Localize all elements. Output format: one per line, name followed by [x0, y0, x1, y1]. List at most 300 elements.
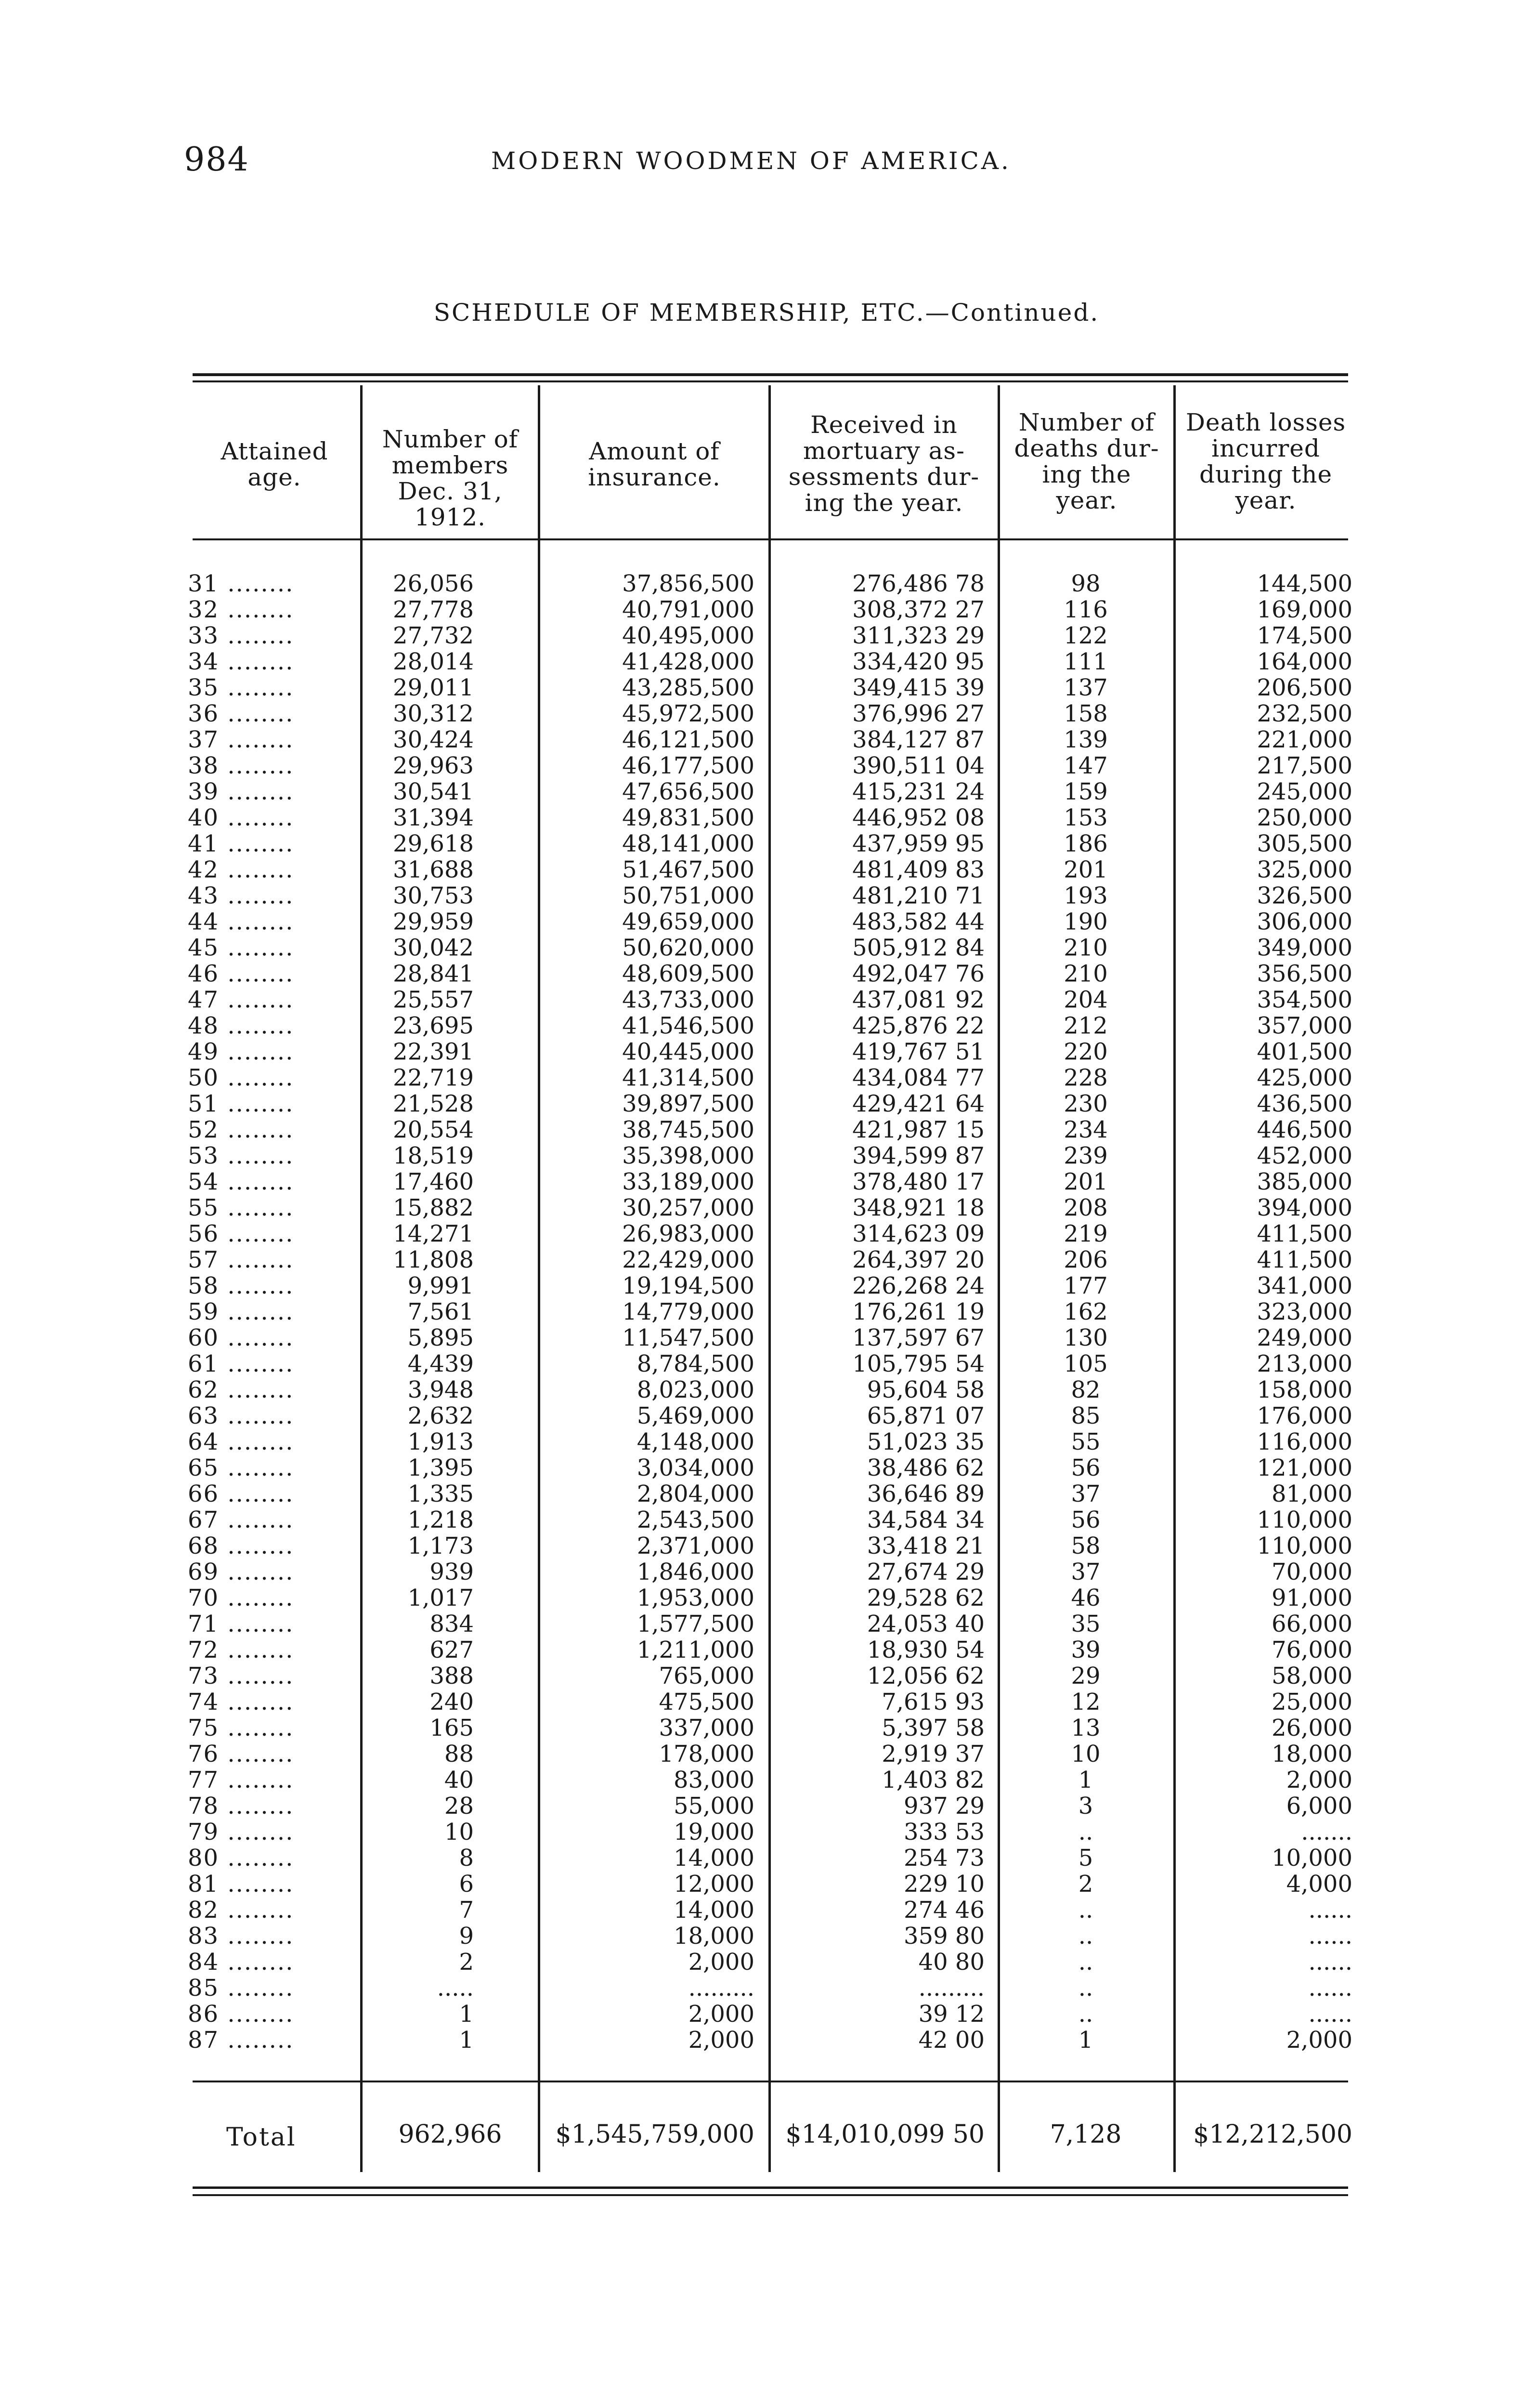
members-cell: 8 [459, 1845, 474, 1871]
table-row [0, 1845, 1533, 1871]
table-row [0, 571, 1533, 597]
header-line: Dec. 31, 1912. [398, 477, 503, 531]
table-row [0, 1013, 1533, 1039]
members-cell: 2 [459, 1949, 474, 1976]
deaths-cell: 210 [1064, 960, 1108, 987]
members-cell: 29,963 [393, 752, 474, 779]
insurance-cell: 43,733,000 [622, 986, 754, 1013]
losses-cell: 411,500 [1257, 1246, 1352, 1273]
deaths-cell: 159 [1064, 778, 1108, 805]
deaths-cell: .. [1078, 1923, 1093, 1950]
age-cell: 42 ........ [188, 856, 294, 883]
received-cell: 415,231 24 [852, 778, 985, 805]
received-cell: 264,397 20 [852, 1246, 985, 1273]
table-row [0, 623, 1533, 649]
insurance-cell: 50,751,000 [622, 882, 754, 909]
insurance-cell: 43,285,500 [622, 674, 754, 701]
table-row [0, 1065, 1533, 1091]
table-row [0, 961, 1533, 987]
table-row [0, 987, 1533, 1013]
members-cell: 18,519 [393, 1142, 474, 1169]
deaths-cell: 137 [1064, 674, 1108, 701]
received-cell: 419,767 51 [852, 1038, 985, 1065]
members-cell: 11,808 [393, 1246, 474, 1273]
losses-cell: 394,000 [1257, 1194, 1352, 1221]
header-line: Attained [221, 437, 328, 465]
insurance-cell: 50,620,000 [622, 934, 754, 961]
age-cell: 33 ........ [188, 622, 294, 649]
insurance-cell: 12,000 [674, 1871, 754, 1898]
age-cell: 64 ........ [188, 1428, 294, 1455]
deaths-cell: 13 [1071, 1714, 1101, 1741]
insurance-cell: 48,609,500 [622, 960, 754, 987]
received-cell: 308,372 27 [852, 596, 985, 623]
members-cell: 27,732 [393, 622, 474, 649]
received-cell: 34,584 34 [867, 1506, 985, 1533]
received-cell: 254 73 [904, 1845, 985, 1871]
deaths-cell: 5 [1078, 1845, 1093, 1871]
table-row [0, 1793, 1533, 1819]
age-cell: 68 ........ [188, 1532, 294, 1559]
header-line: year. [1056, 486, 1117, 514]
age-cell: 72 ........ [188, 1636, 294, 1663]
members-cell: 939 [429, 1558, 474, 1585]
losses-cell: 110,000 [1257, 1506, 1352, 1533]
received-cell: 65,871 07 [867, 1402, 985, 1429]
header-line: incurred [1211, 434, 1320, 462]
deaths-cell: 56 [1071, 1506, 1101, 1533]
age-cell: 31 ........ [188, 570, 294, 597]
deaths-cell: 98 [1071, 570, 1101, 597]
insurance-cell: 22,429,000 [622, 1246, 754, 1273]
members-cell: 17,460 [393, 1168, 474, 1195]
insurance-cell: 46,121,500 [622, 726, 754, 753]
received-cell: 437,081 92 [852, 986, 985, 1013]
deaths-cell: .. [1078, 1897, 1093, 1924]
losses-cell: ...... [1308, 1975, 1352, 2002]
deaths-cell: 153 [1064, 804, 1108, 831]
members-cell: 23,695 [393, 1012, 474, 1039]
losses-cell: 385,000 [1257, 1168, 1352, 1195]
insurance-cell: 19,000 [674, 1819, 754, 1845]
age-cell: 48 ........ [188, 1012, 294, 1039]
insurance-cell: 2,543,500 [637, 1506, 754, 1533]
deaths-cell: 239 [1064, 1142, 1108, 1169]
top-rule-inner [193, 380, 1348, 382]
members-cell: 30,424 [393, 726, 474, 753]
header-line: age. [247, 463, 301, 491]
received-cell: 434,084 77 [852, 1064, 985, 1091]
received-cell: 483,582 44 [852, 908, 985, 935]
received-cell: 274 46 [904, 1897, 985, 1924]
members-cell: 1,218 [407, 1506, 474, 1533]
insurance-cell: 40,445,000 [622, 1038, 754, 1065]
age-cell: 38 ........ [188, 752, 294, 779]
losses-cell: 325,000 [1257, 856, 1352, 883]
received-cell: 492,047 76 [852, 960, 985, 987]
received-cell: 39 12 [918, 2001, 985, 2028]
table-row [0, 1039, 1533, 1065]
header-line: ing the [1042, 460, 1131, 488]
losses-cell: 25,000 [1272, 1688, 1352, 1715]
deaths-cell: 234 [1064, 1116, 1108, 1143]
losses-cell: 144,500 [1257, 570, 1352, 597]
received-cell: 51,023 35 [867, 1428, 985, 1455]
table-row [0, 727, 1533, 753]
table-row [0, 2027, 1533, 2053]
header-received [772, 412, 996, 516]
deaths-cell: 210 [1064, 934, 1108, 961]
age-cell: 55 ........ [188, 1194, 294, 1221]
deaths-cell: 162 [1064, 1298, 1108, 1325]
table-row [0, 1767, 1533, 1793]
age-cell: 32 ........ [188, 596, 294, 623]
members-cell: 29,618 [393, 830, 474, 857]
header-line: Amount of [589, 437, 720, 465]
age-cell: 49 ........ [188, 1038, 294, 1065]
members-cell: 30,312 [393, 700, 474, 727]
header-line: ing the year. [805, 489, 963, 517]
insurance-cell: 14,000 [674, 1897, 754, 1924]
losses-cell: 249,000 [1257, 1324, 1352, 1351]
insurance-cell: 1,953,000 [637, 1584, 754, 1611]
losses-cell: 2,000 [1286, 1767, 1352, 1793]
members-cell: 240 [429, 1688, 474, 1715]
table-row [0, 1897, 1533, 1923]
members-cell: 7,561 [407, 1298, 474, 1325]
age-cell: 85 ........ [188, 1975, 294, 2002]
header-line: Number of [382, 425, 519, 453]
table-row [0, 1637, 1533, 1663]
losses-cell: ...... [1308, 1949, 1352, 1976]
members-cell: 7 [459, 1897, 474, 1924]
received-cell: 42 00 [918, 2027, 985, 2054]
losses-cell: 4,000 [1286, 1871, 1352, 1898]
insurance-cell: 18,000 [674, 1923, 754, 1950]
losses-cell: ...... [1308, 1923, 1352, 1950]
table-row [0, 1351, 1533, 1377]
received-cell: 333 53 [904, 1819, 985, 1845]
insurance-cell: 1,577,500 [637, 1610, 754, 1637]
losses-cell: 250,000 [1257, 804, 1352, 831]
received-cell: 376,996 27 [852, 700, 985, 727]
received-cell: 425,876 22 [852, 1012, 985, 1039]
insurance-cell: 11,547,500 [622, 1324, 754, 1351]
insurance-cell: 2,000 [688, 1949, 754, 1976]
received-cell: 334,420 95 [852, 648, 985, 675]
deaths-cell: 220 [1064, 1038, 1108, 1065]
losses-cell: 10,000 [1272, 1845, 1352, 1871]
total-label: Total [226, 2123, 297, 2152]
insurance-cell: 2,804,000 [637, 1480, 754, 1507]
table-row [0, 1559, 1533, 1585]
table-row [0, 857, 1533, 883]
received-cell: 95,604 58 [867, 1376, 985, 1403]
received-cell: 176,261 19 [852, 1298, 985, 1325]
age-cell: 52 ........ [188, 1116, 294, 1143]
deaths-cell: 201 [1064, 856, 1108, 883]
received-cell: 314,623 09 [852, 1220, 985, 1247]
insurance-cell: 49,659,000 [622, 908, 754, 935]
deaths-cell: 177 [1064, 1272, 1108, 1299]
deaths-cell: 158 [1064, 700, 1108, 727]
table-row [0, 1143, 1533, 1169]
losses-cell: 446,500 [1257, 1116, 1352, 1143]
deaths-cell: 85 [1071, 1402, 1101, 1429]
header-line: members [391, 451, 509, 479]
table-row [0, 1975, 1533, 2001]
received-cell: 24,053 40 [867, 1610, 985, 1637]
deaths-cell: 39 [1071, 1636, 1101, 1663]
table-row [0, 883, 1533, 909]
total-deaths: 7,128 [1050, 2120, 1122, 2149]
age-cell: 54 ........ [188, 1168, 294, 1195]
total-received: $14,010,099 50 [785, 2120, 985, 2149]
members-cell: 29,011 [393, 674, 474, 701]
deaths-cell: 111 [1064, 648, 1108, 675]
losses-cell: 174,500 [1257, 622, 1352, 649]
header-insurance [541, 438, 767, 490]
age-cell: 78 ........ [188, 1793, 294, 1819]
received-cell: 5,397 58 [882, 1714, 985, 1741]
members-cell: 21,528 [393, 1090, 474, 1117]
received-cell: 394,599 87 [852, 1142, 985, 1169]
table-row [0, 805, 1533, 831]
losses-cell: 164,000 [1257, 648, 1352, 675]
table-row [0, 1403, 1533, 1429]
deaths-cell: 193 [1064, 882, 1108, 909]
insurance-cell: 178,000 [659, 1741, 754, 1767]
received-cell: 36,646 89 [867, 1480, 985, 1507]
losses-cell: 425,000 [1257, 1064, 1352, 1091]
losses-cell: 306,000 [1257, 908, 1352, 935]
insurance-cell: 40,495,000 [622, 622, 754, 649]
deaths-cell: 230 [1064, 1090, 1108, 1117]
table-row [0, 909, 1533, 935]
table-row [0, 675, 1533, 701]
deaths-cell: 201 [1064, 1168, 1108, 1195]
table-row [0, 1195, 1533, 1221]
members-cell: ..... [437, 1975, 474, 2002]
insurance-cell: 41,428,000 [622, 648, 754, 675]
losses-cell: 2,000 [1286, 2027, 1352, 2054]
members-cell: 9 [459, 1923, 474, 1950]
bottom-rule-inner [193, 2194, 1348, 2196]
members-cell: 10 [444, 1819, 474, 1845]
members-cell: 5,895 [407, 1324, 474, 1351]
deaths-cell: 3 [1078, 1793, 1093, 1819]
table-row [0, 1715, 1533, 1741]
age-cell: 36 ........ [188, 700, 294, 727]
received-cell: 18,930 54 [867, 1636, 985, 1663]
losses-cell: 217,500 [1257, 752, 1352, 779]
losses-cell: 116,000 [1257, 1428, 1352, 1455]
losses-cell: 323,000 [1257, 1298, 1352, 1325]
insurance-cell: 33,189,000 [622, 1168, 754, 1195]
header-line: deaths dur- [1014, 434, 1159, 462]
deaths-cell: 10 [1071, 1741, 1101, 1767]
table-row [0, 1819, 1533, 1845]
insurance-cell: 49,831,500 [622, 804, 754, 831]
members-cell: 1 [459, 2001, 474, 2028]
page-number: 984 [184, 141, 249, 179]
insurance-cell: 35,398,000 [622, 1142, 754, 1169]
total-insurance: $1,545,759,000 [555, 2120, 754, 2149]
received-cell: 7,615 93 [882, 1688, 985, 1715]
age-cell: 73 ........ [188, 1662, 294, 1689]
insurance-cell: 41,314,500 [622, 1064, 754, 1091]
deaths-cell: 219 [1064, 1220, 1108, 1247]
deaths-cell: 212 [1064, 1012, 1108, 1039]
insurance-cell: 41,546,500 [622, 1012, 754, 1039]
insurance-cell: 38,745,500 [622, 1116, 754, 1143]
deaths-cell: 204 [1064, 986, 1108, 1013]
age-cell: 56 ........ [188, 1220, 294, 1247]
table-row [0, 1949, 1533, 1975]
table-row [0, 1325, 1533, 1351]
received-cell: 429,421 64 [852, 1090, 985, 1117]
header-losses [1177, 409, 1355, 513]
age-cell: 40 ........ [188, 804, 294, 831]
received-cell: 359 80 [904, 1923, 985, 1950]
table-row [0, 1091, 1533, 1117]
header-deaths [1001, 409, 1172, 513]
table-row [0, 1117, 1533, 1143]
insurance-cell: 39,897,500 [622, 1090, 754, 1117]
age-cell: 70 ........ [188, 1584, 294, 1611]
table-row [0, 1585, 1533, 1611]
total-members: 962,966 [398, 2120, 502, 2149]
age-cell: 46 ........ [188, 960, 294, 987]
received-cell: 421,987 15 [852, 1116, 985, 1143]
received-cell: 937 29 [904, 1793, 985, 1819]
header-line: year. [1235, 486, 1297, 514]
received-cell: 311,323 29 [852, 622, 985, 649]
losses-cell: 6,000 [1286, 1793, 1352, 1819]
insurance-cell: 47,656,500 [622, 778, 754, 805]
losses-cell: 356,500 [1257, 960, 1352, 987]
table-row [0, 1611, 1533, 1637]
age-cell: 53 ........ [188, 1142, 294, 1169]
losses-cell: 18,000 [1272, 1741, 1352, 1767]
header-line: Received in [810, 411, 958, 439]
header-line: mortuary as- [803, 437, 965, 465]
received-cell: 1,403 82 [882, 1767, 985, 1793]
age-cell: 80 ........ [188, 1845, 294, 1871]
received-cell: 27,674 29 [867, 1558, 985, 1585]
deaths-cell: 208 [1064, 1194, 1108, 1221]
insurance-cell: 765,000 [659, 1662, 754, 1689]
bottom-rule [193, 2186, 1348, 2189]
members-cell: 29,959 [393, 908, 474, 935]
table-row [0, 1273, 1533, 1299]
age-cell: 39 ........ [188, 778, 294, 805]
received-cell: 229 10 [904, 1871, 985, 1898]
insurance-cell: 1,211,000 [637, 1636, 754, 1663]
table-row [0, 831, 1533, 857]
age-cell: 74 ........ [188, 1688, 294, 1715]
deaths-cell: 2 [1078, 1871, 1093, 1898]
age-cell: 69 ........ [188, 1558, 294, 1585]
deaths-cell: 116 [1064, 596, 1108, 623]
losses-cell: 213,000 [1257, 1350, 1352, 1377]
header-line: Death losses [1185, 408, 1346, 436]
header-attained-age [193, 438, 356, 490]
members-cell: 30,042 [393, 934, 474, 961]
received-cell: 29,528 62 [867, 1584, 985, 1611]
members-cell: 25,557 [393, 986, 474, 1013]
losses-cell: 452,000 [1257, 1142, 1352, 1169]
deaths-cell: 190 [1064, 908, 1108, 935]
insurance-cell: 2,371,000 [637, 1532, 754, 1559]
members-cell: 1 [459, 2027, 474, 2054]
members-cell: 40 [444, 1767, 474, 1793]
table-row [0, 1663, 1533, 1689]
losses-cell: 305,500 [1257, 830, 1352, 857]
deaths-cell: .. [1078, 1949, 1093, 1976]
members-cell: 20,554 [393, 1116, 474, 1143]
received-cell: 137,597 67 [852, 1324, 985, 1351]
header-members [364, 426, 537, 530]
members-cell: 1,173 [407, 1532, 474, 1559]
deaths-cell: 105 [1064, 1350, 1108, 1377]
age-cell: 45 ........ [188, 934, 294, 961]
insurance-cell: 2,000 [688, 2027, 754, 2054]
members-cell: 31,688 [393, 856, 474, 883]
table-row [0, 1533, 1533, 1559]
insurance-cell: 46,177,500 [622, 752, 754, 779]
deaths-cell: 35 [1071, 1610, 1101, 1637]
running-head: MODERN WOODMEN OF AMERICA. [491, 147, 1011, 175]
deaths-cell: 55 [1071, 1428, 1101, 1455]
deaths-cell: .. [1078, 1819, 1093, 1845]
received-cell: 348,921 18 [852, 1194, 985, 1221]
deaths-cell: 12 [1071, 1688, 1101, 1715]
losses-cell: 76,000 [1272, 1636, 1352, 1663]
insurance-cell: 337,000 [659, 1714, 754, 1741]
age-cell: 86 ........ [188, 2001, 294, 2028]
members-cell: 88 [444, 1741, 474, 1767]
insurance-cell: 48,141,000 [622, 830, 754, 857]
table-row [0, 597, 1533, 623]
deaths-cell: 56 [1071, 1454, 1101, 1481]
members-cell: 22,719 [393, 1064, 474, 1091]
losses-cell: 176,000 [1257, 1402, 1352, 1429]
age-cell: 84 ........ [188, 1949, 294, 1976]
age-cell: 67 ........ [188, 1506, 294, 1533]
insurance-cell: 5,469,000 [637, 1402, 754, 1429]
received-cell: 481,210 71 [852, 882, 985, 909]
age-cell: 76 ........ [188, 1741, 294, 1767]
age-cell: 51 ........ [188, 1090, 294, 1117]
table-row [0, 1455, 1533, 1481]
members-cell: 2,632 [407, 1402, 474, 1429]
insurance-cell: 26,983,000 [622, 1220, 754, 1247]
age-cell: 83 ........ [188, 1923, 294, 1950]
insurance-cell: 37,856,500 [622, 570, 754, 597]
losses-cell: 221,000 [1257, 726, 1352, 753]
age-cell: 62 ........ [188, 1376, 294, 1403]
losses-cell: ....... [1301, 1819, 1352, 1845]
age-cell: 50 ........ [188, 1064, 294, 1091]
insurance-cell: 55,000 [674, 1793, 754, 1819]
losses-cell: 401,500 [1257, 1038, 1352, 1065]
losses-cell: 245,000 [1257, 778, 1352, 805]
members-cell: 28,841 [393, 960, 474, 987]
deaths-cell: .. [1078, 2001, 1093, 2028]
insurance-cell: 475,500 [659, 1688, 754, 1715]
received-cell: 384,127 87 [852, 726, 985, 753]
